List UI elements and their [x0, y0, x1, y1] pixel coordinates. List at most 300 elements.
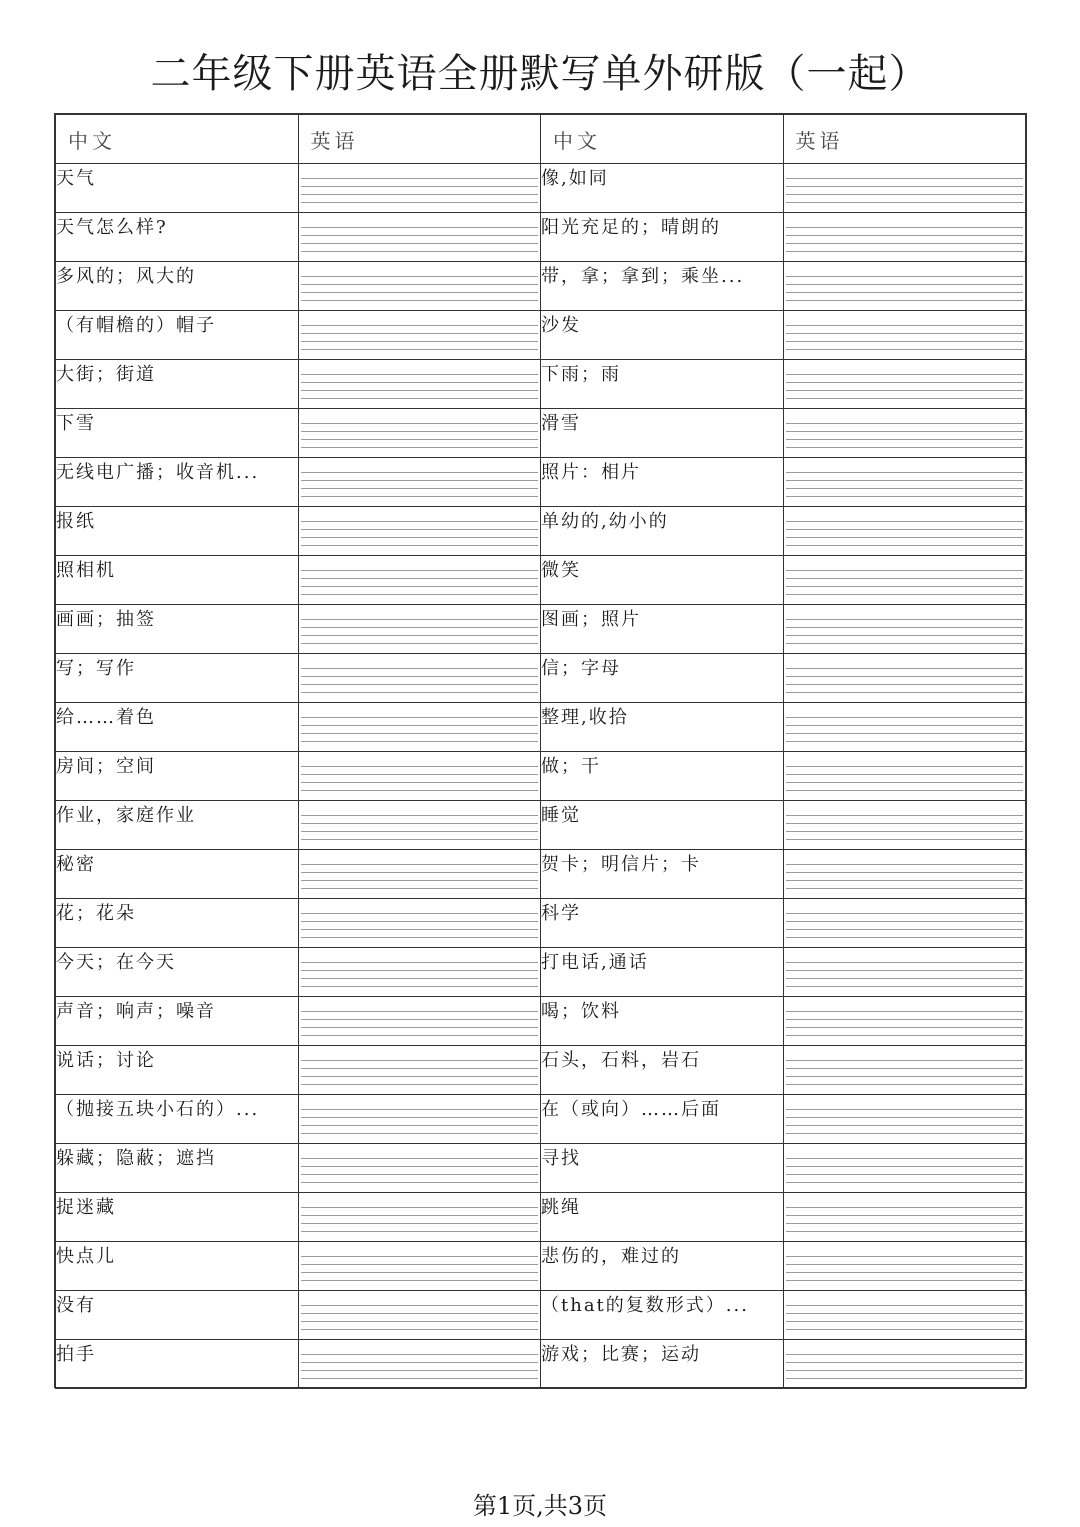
english-answer-lines-left[interactable] [298, 1340, 541, 1389]
writing-line [301, 341, 539, 349]
writing-line [301, 1182, 539, 1183]
writing-line [786, 929, 1024, 937]
english-answer-lines-right[interactable] [783, 654, 1026, 703]
table-row [56, 1340, 1026, 1389]
chinese-term-right: 科学 [541, 899, 784, 948]
writing-line [301, 937, 539, 938]
english-answer-lines-left[interactable] [298, 556, 541, 605]
writing-line [301, 374, 539, 382]
chinese-term-left: （有帽檐的）帽子 [56, 311, 299, 360]
writing-line [786, 962, 1024, 970]
writing-line [301, 1321, 539, 1329]
writing-line [301, 1370, 539, 1378]
writing-line [301, 888, 539, 889]
english-answer-lines-right[interactable] [783, 1046, 1026, 1095]
chinese-term-right: 睡觉 [541, 801, 784, 850]
table-row [56, 507, 1026, 556]
chinese-term-right: 石头，石料，岩石 [541, 1046, 784, 1095]
writing-line [786, 692, 1024, 693]
english-answer-lines-right[interactable] [783, 262, 1026, 311]
writing-line [786, 823, 1024, 831]
writing-line [301, 186, 539, 194]
english-answer-lines-right[interactable] [783, 1340, 1026, 1389]
chinese-term-left: 房间；空间 [56, 752, 299, 801]
chinese-term-left: 下雪 [56, 409, 299, 458]
english-answer-lines-right[interactable] [783, 997, 1026, 1046]
table-row [56, 1193, 1026, 1242]
writing-line [786, 1313, 1024, 1321]
writing-line [786, 521, 1024, 529]
english-answer-lines-right[interactable] [783, 164, 1026, 213]
chinese-term-left: 捉迷藏 [56, 1193, 299, 1242]
writing-line [786, 284, 1024, 292]
english-answer-lines-right[interactable] [783, 703, 1026, 752]
header-english-right: 英语 [783, 115, 1026, 164]
writing-line [301, 1378, 539, 1379]
table-row [56, 1144, 1026, 1193]
chinese-term-right: 喝；饮料 [541, 997, 784, 1046]
writing-line [301, 382, 539, 390]
writing-line [786, 978, 1024, 986]
english-answer-lines-left[interactable] [298, 899, 541, 948]
writing-line [786, 1329, 1024, 1330]
writing-line [786, 349, 1024, 350]
chinese-term-right: 做；干 [541, 752, 784, 801]
writing-line [301, 325, 539, 333]
table-row [56, 654, 1026, 703]
writing-line [786, 741, 1024, 742]
chinese-term-right: 在（或向）……后面 [541, 1095, 784, 1144]
writing-line [301, 251, 539, 252]
chinese-term-left: （抛接五块小石的）... [56, 1095, 299, 1144]
writing-line [301, 872, 539, 880]
table-row [56, 703, 1026, 752]
writing-line [301, 839, 539, 840]
writing-line [786, 725, 1024, 733]
english-answer-lines-right[interactable] [783, 507, 1026, 556]
writing-line [301, 1011, 539, 1019]
chinese-term-right: （that的复数形式）... [541, 1291, 784, 1340]
writing-line [786, 627, 1024, 635]
writing-line [786, 1354, 1024, 1362]
writing-line [786, 178, 1024, 186]
english-answer-lines-left[interactable] [298, 507, 541, 556]
writing-line [786, 423, 1024, 431]
writing-line [301, 488, 539, 496]
writing-line [301, 913, 539, 921]
writing-line [301, 1158, 539, 1166]
writing-line [786, 921, 1024, 929]
english-answer-lines-left[interactable] [298, 948, 541, 997]
chinese-term-right: 沙发 [541, 311, 784, 360]
chinese-term-right: 信；字母 [541, 654, 784, 703]
chinese-term-left: 没有 [56, 1291, 299, 1340]
writing-line [301, 1354, 539, 1362]
writing-line [301, 423, 539, 431]
writing-line [301, 447, 539, 448]
writing-line [786, 594, 1024, 595]
writing-line [786, 986, 1024, 987]
dictation-table [54, 113, 1027, 1388]
writing-line [786, 194, 1024, 202]
writing-line [301, 1207, 539, 1215]
english-answer-lines-right[interactable] [783, 899, 1026, 948]
writing-line [301, 178, 539, 186]
writing-line [301, 676, 539, 684]
english-answer-lines-right[interactable] [783, 213, 1026, 262]
writing-line [786, 235, 1024, 243]
writing-line [301, 202, 539, 203]
english-answer-lines-left[interactable] [298, 850, 541, 899]
chinese-term-left: 天气怎么样? [56, 213, 299, 262]
chinese-term-right: 图画；照片 [541, 605, 784, 654]
writing-line [786, 1174, 1024, 1182]
writing-line [786, 766, 1024, 774]
english-answer-lines-right[interactable] [783, 1144, 1026, 1193]
table-row [56, 752, 1026, 801]
chinese-term-right: 滑雪 [541, 409, 784, 458]
writing-line [301, 1068, 539, 1076]
writing-line [786, 341, 1024, 349]
writing-line [301, 1223, 539, 1231]
chinese-term-left: 照相机 [56, 556, 299, 605]
writing-line [786, 333, 1024, 341]
chinese-term-left: 给……着色 [56, 703, 299, 752]
chinese-term-left: 拍手 [56, 1340, 299, 1389]
writing-line [301, 741, 539, 742]
writing-line [301, 1215, 539, 1223]
table-row [56, 1095, 1026, 1144]
table-row [56, 605, 1026, 654]
table-row [56, 948, 1026, 997]
english-answer-lines-left[interactable] [298, 997, 541, 1046]
english-answer-lines-right[interactable] [783, 752, 1026, 801]
writing-line [301, 521, 539, 529]
writing-line [301, 1305, 539, 1313]
writing-line [786, 782, 1024, 790]
writing-line [786, 1378, 1024, 1379]
writing-line [301, 619, 539, 627]
writing-line [301, 537, 539, 545]
table-body [56, 164, 1026, 1389]
english-answer-lines-left[interactable] [298, 605, 541, 654]
writing-line [301, 790, 539, 791]
writing-line [786, 619, 1024, 627]
table-row [56, 1291, 1026, 1340]
english-answer-lines-left[interactable] [298, 1291, 541, 1340]
header-english-left: 英语 [298, 115, 541, 164]
chinese-term-right: 悲伤的，难过的 [541, 1242, 784, 1291]
writing-line [786, 529, 1024, 537]
chinese-term-right: 打电话,通话 [541, 948, 784, 997]
writing-line [786, 276, 1024, 284]
writing-line [301, 1166, 539, 1174]
writing-line [301, 1084, 539, 1085]
english-answer-lines-right[interactable] [783, 948, 1026, 997]
writing-line [786, 1068, 1024, 1076]
english-answer-lines-left[interactable] [298, 1095, 541, 1144]
writing-line [786, 325, 1024, 333]
writing-line [301, 439, 539, 447]
chinese-term-left: 作业，家庭作业 [56, 801, 299, 850]
writing-line [786, 1215, 1024, 1223]
writing-line [786, 382, 1024, 390]
writing-line [301, 480, 539, 488]
writing-line [786, 439, 1024, 447]
english-answer-lines-right[interactable] [783, 605, 1026, 654]
writing-line [301, 398, 539, 399]
writing-line [786, 733, 1024, 741]
writing-line [786, 913, 1024, 921]
english-answer-lines-right[interactable] [783, 1095, 1026, 1144]
writing-line [301, 1133, 539, 1134]
english-answer-lines-left[interactable] [298, 409, 541, 458]
writing-line [301, 1256, 539, 1264]
english-answer-lines-left[interactable] [298, 1242, 541, 1291]
writing-line [786, 815, 1024, 823]
writing-line [301, 243, 539, 251]
writing-line [786, 545, 1024, 546]
writing-line [786, 1256, 1024, 1264]
table-row [56, 360, 1026, 409]
writing-line [301, 284, 539, 292]
writing-line [301, 1329, 539, 1330]
chinese-term-right: 下雨；雨 [541, 360, 784, 409]
writing-line [301, 782, 539, 790]
writing-line [301, 578, 539, 586]
writing-line [786, 668, 1024, 676]
writing-line [301, 986, 539, 987]
table-row [56, 311, 1026, 360]
writing-line [301, 194, 539, 202]
writing-line [786, 202, 1024, 203]
writing-line [786, 937, 1024, 938]
english-answer-lines-left[interactable] [298, 752, 541, 801]
table-row [56, 997, 1026, 1046]
chinese-term-left: 快点儿 [56, 1242, 299, 1291]
writing-line [301, 978, 539, 986]
page-footer: 第1页,共3页 [472, 1492, 608, 1520]
writing-line [301, 390, 539, 398]
english-answer-lines-left[interactable] [298, 1046, 541, 1095]
writing-line [301, 1280, 539, 1281]
chinese-term-right: 阳光充足的；晴朗的 [541, 213, 784, 262]
writing-line [786, 831, 1024, 839]
writing-line [786, 1027, 1024, 1035]
writing-line [786, 1011, 1024, 1019]
writing-line [786, 300, 1024, 301]
writing-line [301, 766, 539, 774]
chinese-term-right: 照片：相片 [541, 458, 784, 507]
english-answer-lines-right[interactable] [783, 409, 1026, 458]
writing-line [786, 1060, 1024, 1068]
writing-line [786, 1019, 1024, 1027]
writing-line [786, 872, 1024, 880]
english-answer-lines-left[interactable] [298, 458, 541, 507]
chinese-term-left: 报纸 [56, 507, 299, 556]
writing-line [786, 676, 1024, 684]
writing-line [301, 431, 539, 439]
writing-line [301, 733, 539, 741]
writing-line [301, 1076, 539, 1084]
writing-line [301, 627, 539, 635]
writing-line [786, 537, 1024, 545]
english-answer-lines-left[interactable] [298, 1144, 541, 1193]
table-row [56, 262, 1026, 311]
chinese-term-left: 写；写作 [56, 654, 299, 703]
english-answer-lines-right[interactable] [783, 311, 1026, 360]
writing-line [786, 839, 1024, 840]
writing-line [786, 578, 1024, 586]
chinese-term-right: 像,如同 [541, 164, 784, 213]
writing-line [301, 1027, 539, 1035]
chinese-term-left: 声音；响声；噪音 [56, 997, 299, 1046]
table-row [56, 801, 1026, 850]
writing-line [786, 1084, 1024, 1085]
chinese-term-left: 今天；在今天 [56, 948, 299, 997]
writing-line [301, 1272, 539, 1280]
writing-line [301, 880, 539, 888]
writing-line [301, 227, 539, 235]
writing-line [301, 717, 539, 725]
writing-line [786, 1117, 1024, 1125]
english-answer-lines-left[interactable] [298, 654, 541, 703]
writing-line [301, 1313, 539, 1321]
writing-line [786, 431, 1024, 439]
english-answer-lines-right[interactable] [783, 556, 1026, 605]
writing-line [786, 398, 1024, 399]
table-row [56, 899, 1026, 948]
writing-line [786, 635, 1024, 643]
chinese-term-left: 无线电广播；收音机... [56, 458, 299, 507]
chinese-term-left: 花；花朵 [56, 899, 299, 948]
writing-line [786, 774, 1024, 782]
page-title: 二年级下册英语全册默写单外研版（一起） [150, 51, 930, 97]
writing-line [786, 1133, 1024, 1134]
writing-line [786, 1362, 1024, 1370]
chinese-term-right: 单幼的,幼小的 [541, 507, 784, 556]
writing-line [786, 390, 1024, 398]
writing-line [301, 545, 539, 546]
writing-line [301, 586, 539, 594]
english-answer-lines-right[interactable] [783, 801, 1026, 850]
chinese-term-right: 整理,收拾 [541, 703, 784, 752]
writing-line [786, 1125, 1024, 1133]
writing-line [786, 1223, 1024, 1231]
chinese-term-left: 说话；讨论 [56, 1046, 299, 1095]
writing-line [786, 292, 1024, 300]
writing-line [301, 831, 539, 839]
writing-line [301, 333, 539, 341]
writing-line [301, 1019, 539, 1027]
writing-line [786, 227, 1024, 235]
english-answer-lines-right[interactable] [783, 1242, 1026, 1291]
writing-line [301, 1117, 539, 1125]
writing-line [786, 251, 1024, 252]
table-row [56, 850, 1026, 899]
english-answer-lines-left[interactable] [298, 801, 541, 850]
writing-line [786, 643, 1024, 644]
english-answer-lines-left[interactable] [298, 360, 541, 409]
writing-line [301, 1125, 539, 1133]
writing-line [301, 684, 539, 692]
writing-line [786, 1272, 1024, 1280]
writing-line [301, 496, 539, 497]
english-answer-lines-left[interactable] [298, 311, 541, 360]
writing-line [786, 586, 1024, 594]
writing-line [301, 1264, 539, 1272]
header-chinese-left: 中文 [56, 115, 299, 164]
english-answer-lines-left[interactable] [298, 1193, 541, 1242]
chinese-term-right: 带，拿；拿到；乘坐... [541, 262, 784, 311]
english-answer-lines-right[interactable] [783, 360, 1026, 409]
chinese-term-right: 贺卡；明信片；卡 [541, 850, 784, 899]
english-answer-lines-left[interactable] [298, 703, 541, 752]
writing-line [786, 570, 1024, 578]
writing-line [301, 970, 539, 978]
english-answer-lines-left[interactable] [298, 262, 541, 311]
writing-line [786, 496, 1024, 497]
writing-line [301, 1060, 539, 1068]
writing-line [786, 1182, 1024, 1183]
writing-line [786, 1076, 1024, 1084]
chinese-term-left: 天气 [56, 164, 299, 213]
english-answer-lines-right[interactable] [783, 1291, 1026, 1340]
table-row [56, 458, 1026, 507]
writing-line [301, 823, 539, 831]
writing-line [786, 1264, 1024, 1272]
english-answer-lines-right[interactable] [783, 458, 1026, 507]
chinese-term-left: 多风的；风大的 [56, 262, 299, 311]
english-answer-lines-right[interactable] [783, 850, 1026, 899]
writing-line [301, 472, 539, 480]
writing-line [301, 774, 539, 782]
writing-line [301, 1109, 539, 1117]
writing-line [301, 725, 539, 733]
table-header-row [56, 115, 1026, 164]
english-answer-lines-right[interactable] [783, 1193, 1026, 1242]
writing-line [301, 815, 539, 823]
writing-line [786, 1305, 1024, 1313]
chinese-term-right: 寻找 [541, 1144, 784, 1193]
writing-line [301, 929, 539, 937]
writing-line [786, 864, 1024, 872]
writing-line [301, 594, 539, 595]
chinese-term-left: 躲藏；隐蔽；遮挡 [56, 1144, 299, 1193]
writing-line [301, 292, 539, 300]
writing-line [301, 1035, 539, 1036]
writing-line [301, 1231, 539, 1232]
writing-line [301, 529, 539, 537]
english-answer-lines-left[interactable] [298, 164, 541, 213]
writing-line [786, 480, 1024, 488]
writing-line [301, 1174, 539, 1182]
writing-line [786, 880, 1024, 888]
table-row [56, 409, 1026, 458]
writing-line [301, 235, 539, 243]
chinese-term-right: 微笑 [541, 556, 784, 605]
writing-line [301, 635, 539, 643]
writing-line [301, 1362, 539, 1370]
writing-line [301, 570, 539, 578]
writing-line [786, 1280, 1024, 1281]
writing-line [786, 888, 1024, 889]
table-row [56, 213, 1026, 262]
writing-line [301, 643, 539, 644]
writing-line [786, 684, 1024, 692]
chinese-term-left: 秘密 [56, 850, 299, 899]
english-answer-lines-left[interactable] [298, 213, 541, 262]
